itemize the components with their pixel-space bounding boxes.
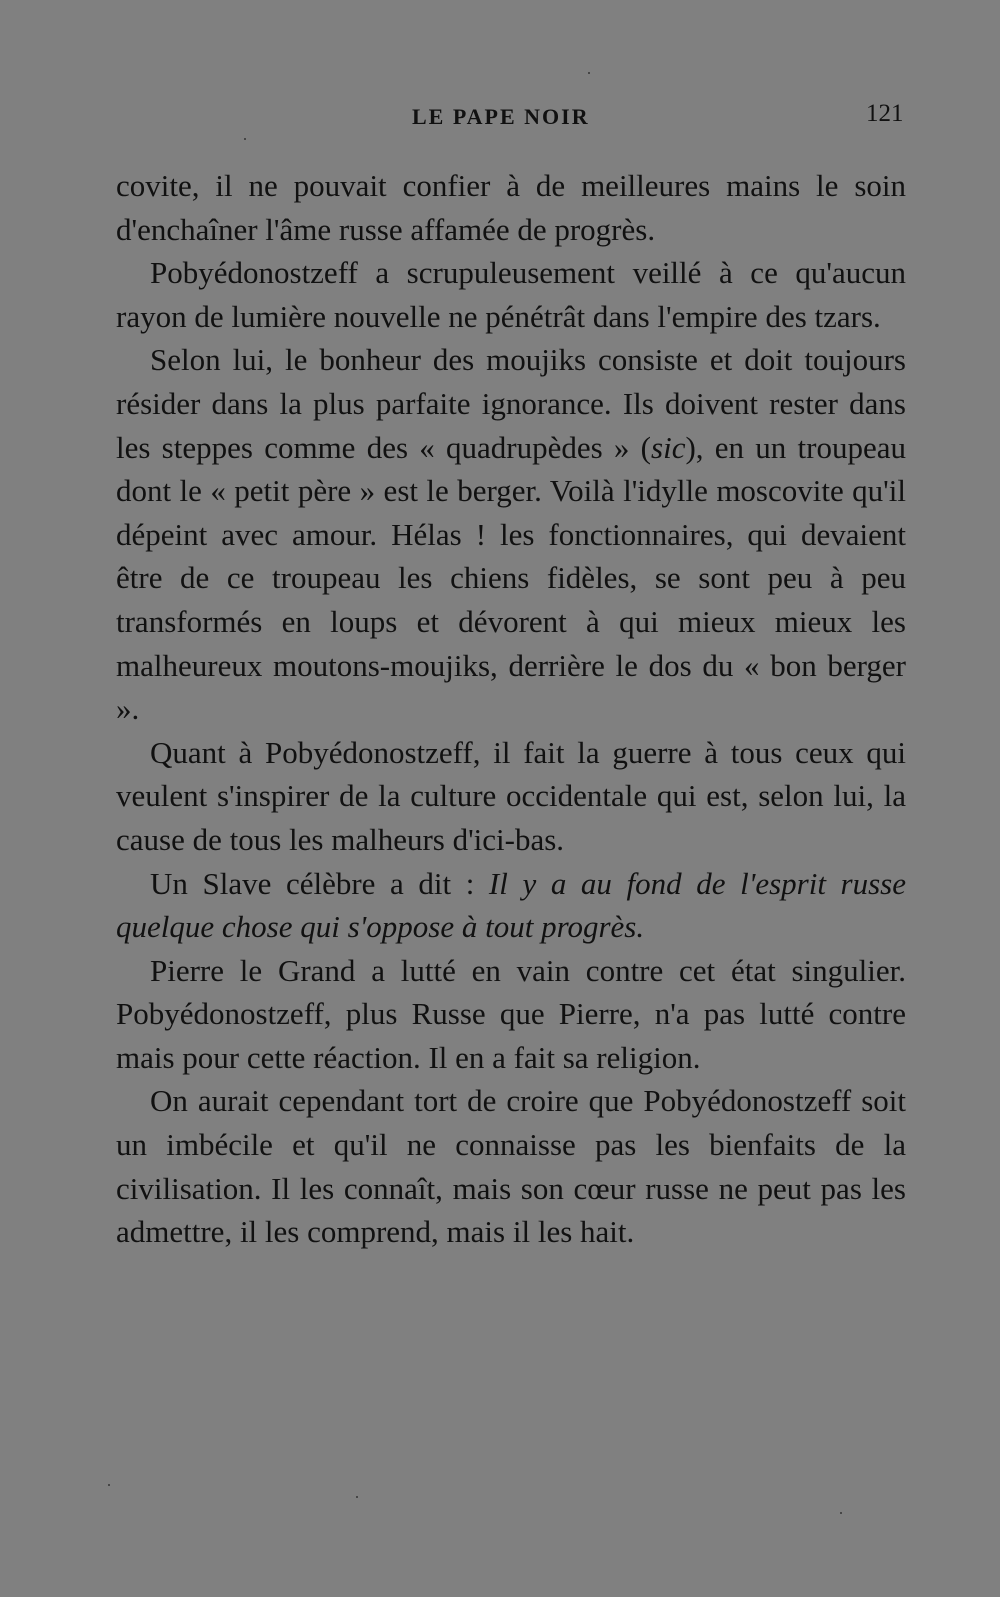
paragraph-7-text: On aurait cependant tort de croire que Pobyédonostzeff soit un imbécile et qu'il ne connaisse pas les bienfaits de la civilisation. Il les connaît, mais son cœur russe ne peut pas les admettre, il les comprend, mais il les hait.: [116, 1083, 906, 1250]
scan-speck: [244, 138, 246, 140]
paragraph-3-text-a: Selon lui, le bonheur des moujiks consiste et doit toujours résider dans la plus parfaite ignorance. Ils doivent rester dans les steppes comme des « quadrupèdes » (: [116, 342, 906, 465]
paragraph-5: [116, 862, 906, 949]
paragraph-4: [116, 731, 906, 862]
scan-speck: [356, 1496, 358, 1498]
scan-speck: [840, 1512, 842, 1514]
scan-speck: [588, 72, 590, 74]
running-title: LE PAPE NOIR: [412, 104, 590, 129]
paragraph-3: [116, 338, 906, 730]
running-head: [0, 100, 1000, 136]
paragraph-5-text: Un Slave célèbre a dit :: [150, 865, 489, 901]
paragraph-2-text: Pobyédonostzeff a scrupuleusement veillé à ce qu'aucun rayon de lumière nouvelle ne pénétrât dans l'empire des tzars.: [116, 255, 906, 334]
paragraph-2: [116, 251, 906, 338]
page-number: 121: [866, 100, 904, 127]
paragraph-1-text: covite, il ne pouvait confier à de meilleures mains le soin d'enchaîner l'âme russe affamée de progrès.: [116, 168, 906, 247]
paragraph-1: [116, 164, 906, 251]
paragraph-7: [116, 1079, 906, 1253]
paragraph-3-sic: sic: [651, 429, 686, 465]
paragraph-6-text: Pierre le Grand a lutté en vain contre cet état singulier. Pobyédonostzeff, plus Russe que Pierre, n'a pas lutté contre mais pour cette réaction. Il en a fait sa religion.: [116, 952, 906, 1075]
paragraph-3-text-b: ), en un troupeau dont le « petit père » est le berger. Voilà l'idylle moscovite qu'il dépeint avec amour. Hélas ! les fonctionnaires, qui devaient être de ce troupeau les chiens fidèles, se sont peu à peu transformés en loups et dévorent à qui mieux mieux les malheureux moutons-moujiks, derrière le dos du « bon berger ».: [116, 429, 906, 727]
body-text: [116, 164, 906, 1254]
scan-speck: [108, 1484, 110, 1486]
paragraph-4-text: Quant à Pobyédonostzeff, il fait la guerre à tous ceux qui veulent s'inspirer de la culture occidentale qui est, selon lui, la cause de tous les malheurs d'ici-bas.: [116, 734, 906, 857]
paragraph-5-quotation: Il y a au fond de l'esprit russe quelque chose qui s'oppose à tout progrès.: [116, 865, 906, 945]
paragraph-6: [116, 949, 906, 1080]
